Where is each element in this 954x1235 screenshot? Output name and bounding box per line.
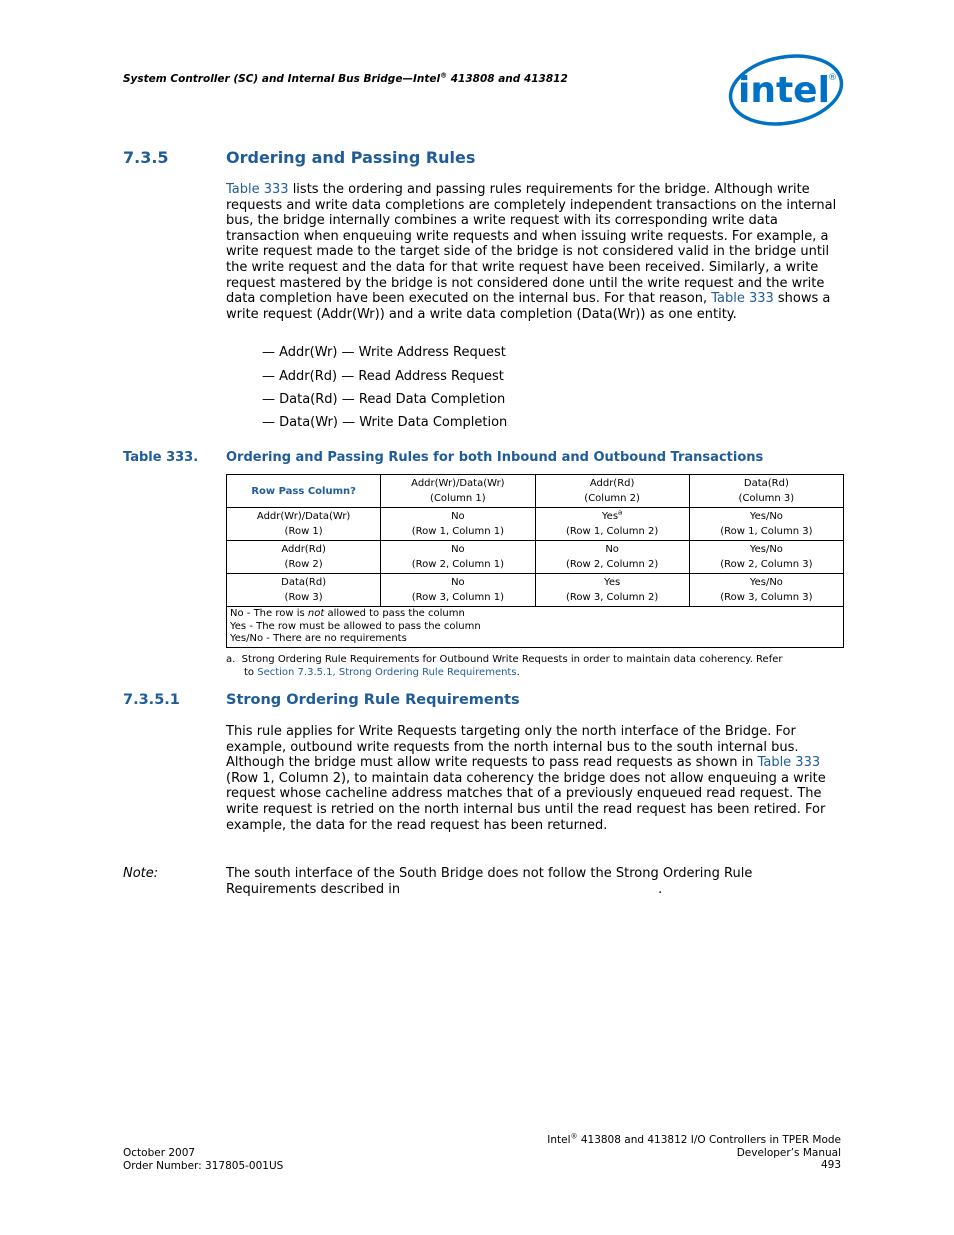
list-item: — Addr(Rd) — Read Address Request	[262, 369, 504, 384]
table-cell: Yes$^a$ (Row 1, Column 2)	[535, 508, 689, 541]
column-header: Addr(Wr)/Data(Wr) (Column 1)	[381, 475, 535, 508]
corner-header: Row Pass Column?	[227, 475, 381, 508]
table-cell: No (Row 2, Column 1)	[381, 541, 535, 574]
table-cell: No (Row 3, Column 1)	[381, 574, 535, 607]
footnote-marker: a	[618, 508, 623, 517]
table-link[interactable]: Table 333	[711, 291, 774, 307]
table-cell: No (Row 2, Column 2)	[535, 541, 689, 574]
section-title: Ordering and Passing Rules	[226, 148, 476, 167]
section-number: 7.3.5	[123, 148, 169, 167]
table-footnote: a. Strong Ordering Rule Requirements for Outbound Write Requests in order to maintain data coherency. Refer to Section 7.3.5.1, Strong Ordering Rule Requirements.	[226, 654, 783, 678]
table-legend-row	[227, 607, 844, 648]
section-link[interactable]: Section 7.3.5.1, Strong Ordering Rule Requirements	[257, 667, 517, 678]
running-header: System Controller (SC) and Internal Bus Bridge—Intel® 413808 and 413812	[123, 71, 568, 85]
table-legend: No - The row is not allowed to pass the column Yes - The row must be allowed to pass the column Yes/No - There are no requirements	[227, 607, 844, 648]
table-row	[227, 541, 844, 574]
column-header: Addr(Rd) (Column 2)	[535, 475, 689, 508]
subsection-paragraph: This rule applies for Write Requests targeting only the north interface of the Bridge. For example, outbound write requests from the north internal bus to the south internal bus. Although the bridge must allow write requests to pass read requests as shown in Table 333 (Row 1, Column 2), to maintain data coherency the bridge does not allow enqueuing a write request whose cacheline address matches that of a previously enqueued read request. The write request is retried on the north internal bus until the read request has been retired. For example, the data for the read request has been returned.	[226, 724, 826, 833]
ordering-rules-table	[226, 474, 844, 648]
list-item: — Data(Wr) — Write Data Completion	[262, 415, 508, 430]
note-text: The south interface of the South Bridge does not follow the Strong Ordering Rule Requirements described in .	[226, 866, 753, 897]
row-header: Addr(Rd) (Row 2)	[227, 541, 381, 574]
column-header: Data(Rd) (Column 3)	[689, 475, 843, 508]
section-paragraph: Table 333 lists the ordering and passing rules requirements for the bridge. Although write requests and write data completions are completely independent transactions on the internal bus, the bridge internally combines a write request with its corresponding write data transaction when enqueuing write requests and when issuing write requests. For example, a write request made to the target side of the bridge is not considered valid in the bridge until the write request and the data for that write request have been received. Similarly, a write request mastered by the bridge is not considered done until the write request and the write data completion have been executed on the internal bus. For that reason, Table 333 shows a write request (Addr(Wr)) and a write data completion (Data(Wr)) as one entity.	[226, 182, 837, 322]
svg-text:®: ®	[828, 73, 837, 83]
table-header-row	[227, 475, 844, 508]
table-cell: Yes (Row 3, Column 2)	[535, 574, 689, 607]
table-row	[227, 508, 844, 541]
list-item: — Addr(Wr) — Write Address Request	[262, 345, 506, 360]
page-number: 493	[820, 1159, 841, 1171]
svg-text:intel: intel	[738, 70, 830, 111]
subsection-title: Strong Ordering Rule Requirements	[226, 692, 520, 708]
footer-right: Intel® 413808 and 413812 I/O Controllers in TPER Mode Developer’s Manual 493	[547, 1132, 841, 1171]
table-caption-title: Ordering and Passing Rules for both Inbound and Outbound Transactions	[226, 450, 764, 465]
table-caption-number: Table 333.	[123, 450, 199, 465]
subsection-number: 7.3.5.1	[123, 692, 180, 708]
note-label: Note:	[123, 866, 159, 881]
table-link[interactable]: Table 333	[226, 182, 289, 197]
row-header: Data(Rd) (Row 3)	[227, 574, 381, 607]
footer-left	[123, 1147, 283, 1172]
footer-date: October 2007	[123, 1147, 196, 1159]
table-cell: Yes/No (Row 3, Column 3)	[689, 574, 843, 607]
table-link[interactable]: Table 333	[757, 755, 821, 771]
table-row	[227, 574, 844, 607]
list-item: — Data(Rd) — Read Data Completion	[262, 392, 506, 407]
intel-logo	[724, 50, 844, 134]
table-cell: No (Row 1, Column 1)	[381, 508, 535, 541]
table-cell: Yes/No (Row 1, Column 3)	[689, 508, 843, 541]
table-cell: Yes/No (Row 2, Column 3)	[689, 541, 843, 574]
footer-order-number: Order Number: 317805-001US	[123, 1159, 284, 1172]
row-header: Addr(Wr)/Data(Wr) (Row 1)	[227, 508, 381, 541]
